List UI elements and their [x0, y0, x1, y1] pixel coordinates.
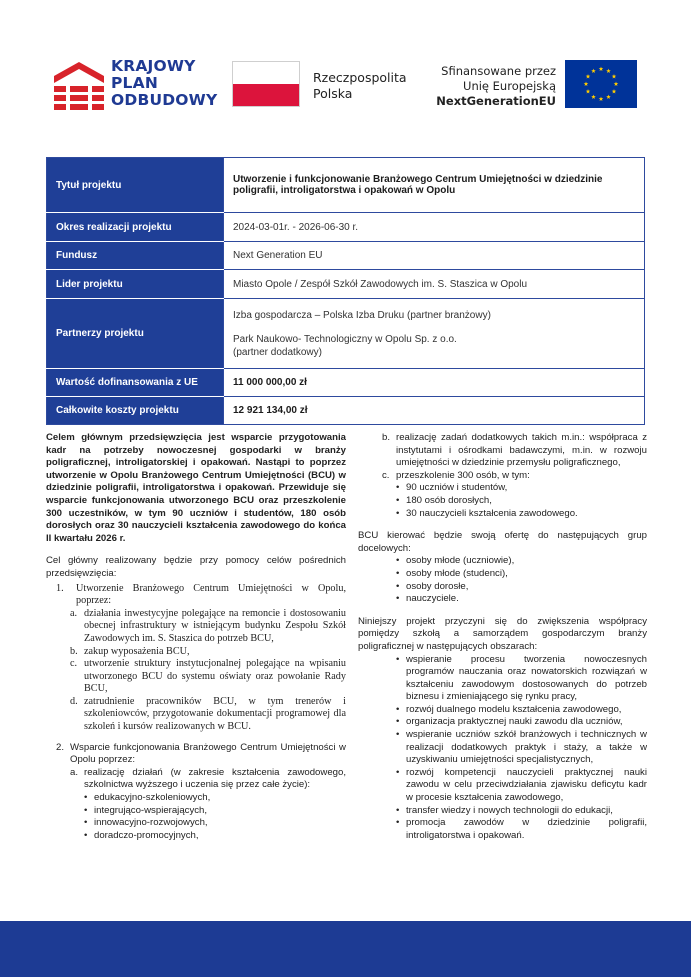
table-row	[47, 397, 645, 425]
goals-lead: Cel główny realizowany będzie przy pomocy celów pośrednich przedsięwzięcia:	[46, 555, 346, 579]
logo-bar	[0, 56, 691, 116]
list-item: • promocja zawodów w dziedzinie poligrafii, introligatorstwa i opakowań.	[358, 817, 647, 842]
list-item: • organizacja praktycznej nauki zawodu dla uczniów,	[358, 716, 647, 729]
kpo-logo-icon	[54, 60, 104, 110]
eu-funding-text: Sfinansowane przez Unię Europejską NextGenerationEU	[436, 64, 556, 108]
right-column	[358, 432, 647, 842]
row-value	[224, 299, 645, 369]
list-item: • nauczyciele.	[358, 593, 647, 606]
left-column	[46, 432, 346, 842]
project-info-table	[46, 157, 645, 425]
list-item: • edukacyjno-szkoleniowych,	[46, 792, 346, 805]
row-label: Wartość dofinansowania z UE	[47, 369, 224, 397]
table-row	[47, 299, 645, 369]
list-item: • transfer wiedzy i nowych technologii do edukacji,	[358, 805, 647, 818]
row-label: Fundusz	[47, 242, 224, 270]
list-item: • 90 uczniów i studentów,	[358, 482, 647, 495]
list-item: 1. Utworzenie Branżowego Centrum Umiejętności w Opolu, poprzez:	[56, 582, 346, 607]
row-label: Okres realizacji projektu	[47, 213, 224, 242]
row-value: 12 921 134,00 zł	[224, 397, 645, 425]
groups-lead: BCU kierować będzie swoją ofertę do następujących grup docelowych:	[358, 530, 647, 554]
list-item: • rozwój kompetencji nauczycieli praktycznej nauki zawodu w celu przeciwdziałania zjawisku deficytu kadr w procesie kształcenia zawodowego,	[358, 767, 647, 805]
intro-paragraph: Celem głównym przedsięwzięcia jest wsparcie przygotowania kadr na potrzeby nowoczesnej gospodarki w branży poligraficznej, introligatorskiej i opakowań. Nastąpi to poprzez utworzenie w Opolu Branżowego Centrum Umiejętności (BCU) w dziedzinie poligrafii, introligatorstwa i opakowań. Przewiduje się wsparcie funkcjonowania utworzonego BCU oraz przeszkolenie 300 uczestników, w tym 90 uczniów i studentów, 180 osób dorosłych oraz 30 nauczycieli kształcenia zawodowego do końca II kwartału 2026 r.	[46, 432, 346, 544]
row-label: Partnerzy projektu	[47, 299, 224, 369]
list-item: b. zakup wyposażenia BCU,	[70, 645, 190, 657]
list-item: a. działania inwestycyjne polegające na remoncie i dostosowaniu obecnej infrastruktury w istniejącym budynku Zespołu Szkół Zawodowych im. S. Staszica do potrzeb BCU,	[70, 607, 346, 644]
eu-flag-icon	[565, 60, 637, 108]
table-row	[47, 213, 645, 242]
kpo-logo-text: KRAJOWY PLAN ODBUDOWY	[111, 57, 218, 109]
list-item: d. zatrudnienie pracowników BCU, w tym trenerów i szkoleniowców, przygotowanie dokumentacji programowej dla szkoleń i kursów realizowanych w BCU.	[70, 695, 346, 733]
list-item: • osoby dorosłe,	[358, 581, 647, 594]
row-label: Lider projektu	[47, 270, 224, 299]
row-value: Miasto Opole / Zespół Szkół Zawodowych im. S. Staszica w Opolu	[224, 270, 645, 299]
list-item: c. przeszkolenie 300 osób, w tym:	[382, 469, 530, 481]
row-value: Next Generation EU	[224, 242, 645, 270]
list-item: • 30 nauczycieli kształcenia zawodowego.	[358, 508, 647, 521]
list-item: • doradczo-promocyjnych,	[46, 830, 346, 843]
row-label: Tytuł projektu	[47, 158, 224, 213]
list-item: b. realizację zadań dodatkowych takich m.in.: współpraca z instytutami i ośrodkami badawczymi, m.in. w rozwoju umiejętności w dziedzinie przemysłu poligraficznego,	[382, 432, 647, 469]
polish-flag-icon	[232, 61, 300, 107]
list-item: • 180 osób dorosłych,	[358, 495, 647, 508]
table-row	[47, 369, 645, 397]
list-item: • innowacyjno-rozwojowych,	[46, 817, 346, 830]
row-value: 11 000 000,00 zł	[224, 369, 645, 397]
table-row	[47, 270, 645, 299]
row-value: Utworzenie i funkcjonowanie Branżowego Centrum Umiejętności w dziedzinie poligrafii, introligatorstwa i opakowań w Opolu	[224, 158, 645, 213]
row-label: Całkowite koszty projektu	[47, 397, 224, 425]
list-item: • wspieranie procesu tworzenia nowoczesnych programów nauczania oraz nowatorskich rozwiązań w kształceniu zawodowym dostosowanych do potrzeb biznesu i zmieniającego się rynku pracy,	[358, 654, 647, 704]
partner-1: Izba gospodarcza – Polska Izba Druku (partner branżowy)	[233, 309, 491, 321]
list-item: • integrująco-wspierających,	[46, 805, 346, 818]
list-item: 2. Wsparcie funkcjonowania Branżowego Centrum Umiejętności w Opolu poprzez:	[56, 741, 346, 766]
rzeczpospolita-polska-text: Rzeczpospolita Polska	[313, 70, 407, 101]
list-item: • rozwój dualnego modelu kształcenia zawodowego,	[358, 704, 647, 717]
list-item: • osoby młode (uczniowie),	[358, 555, 647, 568]
partner-2-role: (partner dodatkowy)	[233, 346, 322, 358]
cooperation-lead: Niniejszy projekt przyczyni się do zwiększenia współpracy pomiędzy szkołą a samorządem gospodarczym branży poligraficznej w następujących obszarach:	[358, 615, 647, 652]
footer-bar	[0, 921, 691, 977]
list-item: • wspieranie uczniów szkół branżowych i technicznych w realizacji dodatkowych praktyk i staży, a także w uzyskiwaniu umiejętności specjalistycznych,	[358, 729, 647, 767]
table-row	[47, 242, 645, 270]
list-item: a. realizację działań (w zakresie kształcenia zawodowego, szkolnictwa wyższego i uczenia się przez całe życie):	[70, 766, 346, 791]
partner-2: Park Naukowo- Technologiczny w Opolu Sp. z o.o.	[233, 333, 457, 345]
list-item: • osoby młode (studenci),	[358, 568, 647, 581]
list-item: c. utworzenie struktury instytucjonalnej polegające na wpisaniu utworzonego BCU do systemu oświaty oraz powołanie Rady BCU,	[70, 658, 346, 695]
row-value: 2024-03-01r. - 2026-06-30 r.	[224, 213, 645, 242]
table-row	[47, 158, 645, 213]
